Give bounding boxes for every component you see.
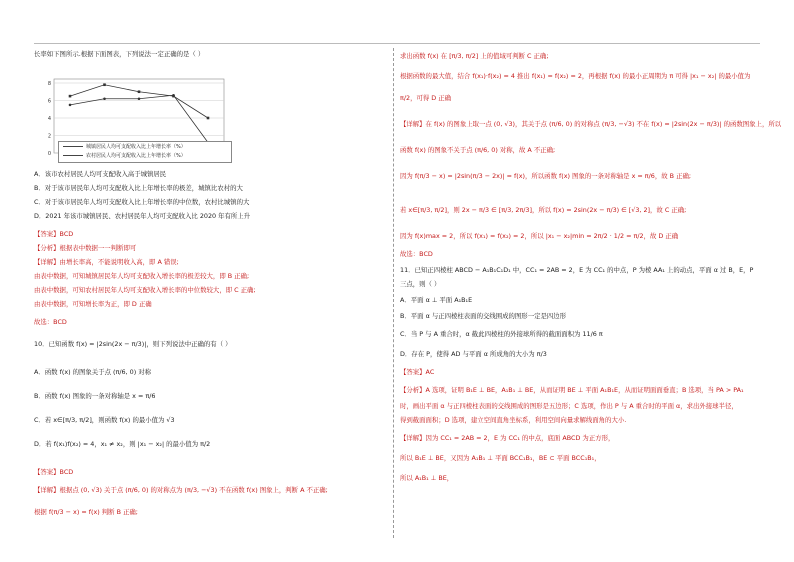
detail-9-line-1: 【详解】由增长率高，不能说明收入高，即 A 错误; xyxy=(34,258,179,266)
detail-9-line-4: 由表中数据，可知增长率为正，即 D 正确 xyxy=(34,300,152,308)
y-tick-label: 8 xyxy=(47,81,51,87)
data-point-series-1 xyxy=(207,117,210,120)
data-point-series-2 xyxy=(69,104,72,107)
q11-option-b: B．平面 α 与正四棱柱表面的交线围成的图形一定是四边形 xyxy=(400,312,567,320)
option-b: B．对于该市居民年人均可支配收入比上年增长率的极差，城镇比农村的大 xyxy=(34,184,243,192)
q11-detail-1: 【详解】因为 CC₁ = 2AB = 2，E 为 CC₁ 的中点，底面 ABCD 为正方形， xyxy=(400,434,615,442)
right-line-1: 求出函数 f(x) 在 [π/3, π/2] 上的值域可判断 C 正确; xyxy=(400,52,549,60)
legend-item-urban xyxy=(63,144,186,151)
option-d: D．2021 年该市城镇居民、农村居民年人均可支配收入比 2020 年有所上升 xyxy=(34,212,251,220)
chart-legend xyxy=(58,141,232,163)
option-c: C．对于该市居民年人均可支配收入比上年增长率的中位数，农村比城镇的大 xyxy=(34,198,250,206)
right-line-5: 函数 f(x) 的图象不关于点 (π/6, 0) 对称，故 A 不正确; xyxy=(400,146,556,154)
y-tick-label: 0 xyxy=(47,151,51,157)
legend-item-rural xyxy=(63,153,186,160)
data-point-series-1 xyxy=(69,95,72,98)
legend-label-urban: 城镇居民人均可支配收入比上年增长率（%） xyxy=(86,144,186,150)
q11-stem-cont: 三点，则（ ） xyxy=(400,280,441,288)
column-divider xyxy=(393,48,394,538)
q11-stem: 11．已知正四棱柱 ABCD − A₁B₁C₁D₁ 中，CC₁ = 2AB = 2，E 为 CC₁ 的中点，P 为棱 AA₁ 上的动点，平面 α 过 B，E，P xyxy=(400,266,754,274)
right-line-3: π/2，可得 D 正确 xyxy=(400,94,452,102)
data-point-series-2 xyxy=(103,97,106,100)
question-intro: 长率如下图所示.根据下面图表，下列说法一定正确的是（ ） xyxy=(34,50,205,58)
y-tick-label: 2 xyxy=(47,133,51,140)
right-line-2: 根据函数的最大值，结合 f(x₁)·f(x₂) = 4 推出 f(x₁) = f(x₂) = 2，再根据 f(x) 的最小正周期为 π 可得 |x₁ − x₂| 的最小值为 xyxy=(400,72,751,80)
q11-analysis-3: 得到截面面积；D 选项，建立空间直角坐标系，利用空间向量求解线面角的大小. xyxy=(400,416,627,424)
right-line-6: 因为 f(π/3 − x) = |2sin(π/3 − 2x)| = f(x)，所以函数 f(x) 图象的一条对称轴是 x = π/6，故 B 正确; xyxy=(400,172,692,180)
data-point-series-1 xyxy=(103,83,106,86)
q10-answer: 【答案】BCD xyxy=(34,468,74,476)
q11-detail-2: 所以 B₁E ⊥ BE，又因为 A₁B₁ ⊥ 平面 BCC₁B₁，BE ⊂ 平面 BCC₁B₁， xyxy=(400,454,601,462)
analysis-9: 【分析】根据表中数据一一判断即可 xyxy=(34,244,137,252)
q11-option-a: A．平面 α ⊥ 平面 A₁B₁E xyxy=(400,296,473,304)
data-point-series-1 xyxy=(138,90,141,93)
q10-option-d: D．若 f(x₁)f(x₂) = 4，x₁ ≠ x₂，则 |x₁ − x₂| 的最小值为 π/2 xyxy=(34,440,211,448)
conclusion-9: 故选：BCD xyxy=(34,318,67,326)
q10-option-b: B．函数 f(x) 图象的一条对称轴是 x = π/6 xyxy=(34,392,156,400)
right-line-4: 【详解】在 f(x) 的图象上取一点 (0, √3)，其关于点 (π/6, 0) 的对称点 (π/3, −√3) 不在 f(x) = |2sin(2x − π/3)| 的函数图象上，所以 xyxy=(400,120,782,128)
right-line-7: 若 x∈[π/3, π/2]，则 2x − π/3 ∈ [π/3, 2π/3]，所以 f(x) = 2sin(2x − π/3) ∈ [√3, 2]，故 C 正确; xyxy=(400,206,687,214)
option-a: A．该市农村居民人均可支配收入高于城镇居民 xyxy=(34,170,167,178)
data-point-series-2 xyxy=(172,94,175,97)
q11-analysis-2: 时，画出平面 α 与正四棱柱表面的交线围成的图形是五边形；C 选项，作出 P 与 A 重合时的平面 α，求出外接球半径， xyxy=(400,402,738,410)
q10-stem: 10．已知函数 f(x) = |2sin(2x − π/3)|，则下列说法中正确的有（ ） xyxy=(34,340,232,348)
right-line-8: 因为 f(x)max = 2，所以 f(x₁) = f(x₂) = 2，所以 |x₁ − x₂|min = 2π/2 · 1/2 = π/2，故 D 正确 xyxy=(400,232,679,240)
answer-9: 【答案】BCD xyxy=(34,230,74,238)
y-tick-label: 4 xyxy=(47,116,51,122)
legend-label-rural: 农村居民人均可支配收入比上年增长率（%） xyxy=(86,153,186,159)
q11-option-d: D．存在 P，使得 AD 与平面 α 所成角的大小为 π/3 xyxy=(400,350,547,358)
q11-analysis-1: 【分析】A 选项，证明 B₁E ⊥ BE，A₁B₁ ⊥ BE，从而证明 BE ⊥ 平面 A₁B₁E，从而证明面面垂直；B 选项，当 PA > PA₁ xyxy=(400,386,744,394)
q10-option-a: A．函数 f(x) 的图象关于点 (π/6, 0) 对称 xyxy=(34,368,151,376)
q11-answer: 【答案】AC xyxy=(400,368,435,376)
q10-detail-1: 【详解】根据点 (0, √3) 关于点 (π/6, 0) 的对称点为 (π/3, −√3) 不在函数 f(x) 图象上，判断 A 不正确; xyxy=(34,486,328,494)
data-point-series-2 xyxy=(138,97,141,100)
header-rule xyxy=(34,43,760,44)
detail-9-line-2: 由表中数据，可知城镇居民年人均可支配收入增长率的极差较大，即 B 正确; xyxy=(34,272,250,280)
q11-option-c: C．当 P 与 A 重合时，α 截此四棱柱的外接球所得的截面面积为 11/6 π xyxy=(400,330,603,338)
q11-detail-3: 所以 A₁B₁ ⊥ BE， xyxy=(400,474,454,482)
right-line-9: 故选：BCD xyxy=(400,250,433,258)
y-tick-label: 6 xyxy=(47,98,51,105)
q10-detail-2: 根据 f(π/3 − x) = f(x) 判断 B 正确; xyxy=(34,508,138,516)
detail-9-line-3: 由表中数据，可知农村居民年人均可支配收入增长率的中位数较大，即 C 正确; xyxy=(34,286,256,294)
q10-option-c: C．若 x∈[π/3, π/2]，则函数 f(x) 的最小值为 √3 xyxy=(34,416,175,424)
